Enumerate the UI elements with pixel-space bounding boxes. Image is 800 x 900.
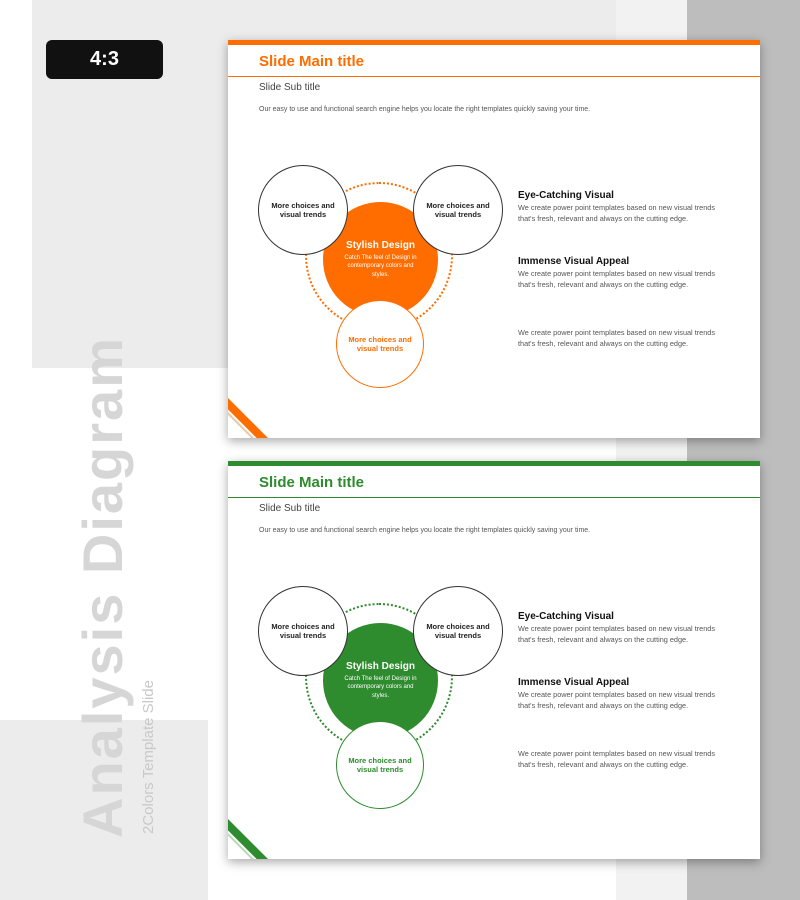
slide-top-bar xyxy=(228,40,760,45)
bottom-circle-text: More choices and visual trends xyxy=(348,334,412,353)
bottom-circle xyxy=(336,300,424,388)
center-text: Catch The feel of Design in contemporary colors and styles. xyxy=(344,254,417,278)
slide-green xyxy=(228,461,760,859)
slide-top-bar xyxy=(228,461,760,466)
aspect-ratio-badge: 4:3 xyxy=(46,40,163,79)
feature-text: We create power point templates based on new visual trends that's fresh, relevant and always on the cutting edge. xyxy=(518,690,715,710)
right-circle-text: More choices and visual trends xyxy=(426,200,490,219)
right-circle xyxy=(413,165,503,255)
title-divider xyxy=(228,76,760,77)
feature-item xyxy=(518,677,728,712)
feature-text: We create power point templates based on new visual trends that's fresh, relevant and always on the cutting edge. xyxy=(518,203,715,223)
feature-item xyxy=(518,190,728,225)
center-title: Stylish Design xyxy=(346,239,415,251)
bottom-circle-text: More choices and visual trends xyxy=(348,755,412,774)
slide-subtitle: Slide Sub title xyxy=(259,503,321,514)
vertical-subtitle: 2Colors Template Slide xyxy=(140,680,157,834)
feature-text: We create power point templates based on new visual trends that's fresh, relevant and always on the cutting edge. xyxy=(518,328,715,348)
feature-heading: Immense Visual Appeal xyxy=(518,677,630,688)
vertical-title: Analysis Diagram xyxy=(71,336,134,838)
right-circle xyxy=(413,586,503,676)
bottom-circle xyxy=(336,721,424,809)
analysis-diagram xyxy=(258,579,490,815)
slide-orange xyxy=(228,40,760,438)
feature-text: We create power point templates based on new visual trends that's fresh, relevant and always on the cutting edge. xyxy=(518,624,715,644)
slide-description: Our easy to use and functional search engine helps you locate the right templates quickly saving your time. xyxy=(259,527,591,534)
left-circle xyxy=(258,586,348,676)
right-circle-text: More choices and visual trends xyxy=(426,621,490,640)
slide-main-title: Slide Main title xyxy=(259,474,365,491)
feature-heading: Immense Visual Appeal xyxy=(518,256,630,267)
feature-heading: Eye-Catching Visual xyxy=(518,611,614,622)
feature-heading: Eye-Catching Visual xyxy=(518,190,614,201)
feature-item xyxy=(518,611,728,646)
feature-item xyxy=(518,256,728,291)
feature-item xyxy=(518,747,728,771)
left-circle-text: More choices and visual trends xyxy=(271,200,335,219)
slide-subtitle: Slide Sub title xyxy=(259,82,321,93)
feature-text: We create power point templates based on new visual trends that's fresh, relevant and always on the cutting edge. xyxy=(518,269,715,289)
feature-text: We create power point templates based on new visual trends that's fresh, relevant and always on the cutting edge. xyxy=(518,749,715,769)
slide-description: Our easy to use and functional search engine helps you locate the right templates quickly saving your time. xyxy=(259,106,591,113)
left-circle xyxy=(258,165,348,255)
left-circle-text: More choices and visual trends xyxy=(271,621,335,640)
slide-main-title: Slide Main title xyxy=(259,53,365,70)
center-text: Catch The feel of Design in contemporary colors and styles. xyxy=(344,675,417,699)
analysis-diagram xyxy=(258,158,490,394)
feature-item xyxy=(518,326,728,350)
title-divider xyxy=(228,497,760,498)
center-title: Stylish Design xyxy=(346,660,415,672)
